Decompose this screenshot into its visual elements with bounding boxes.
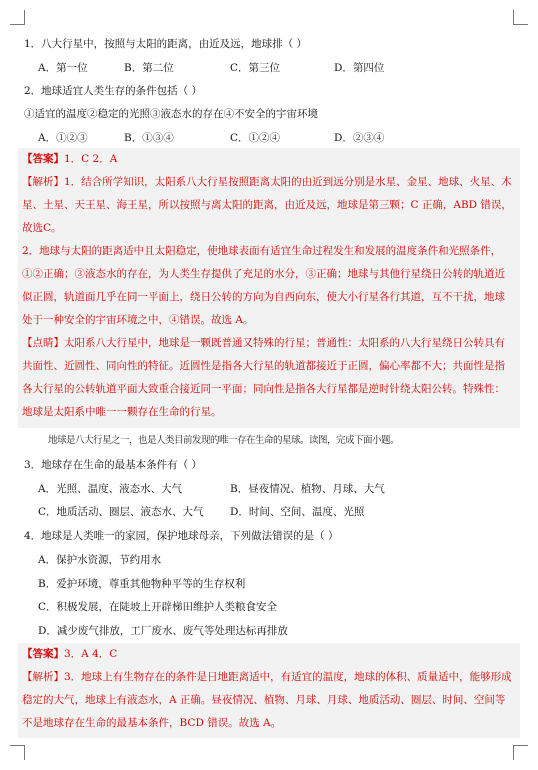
explain-line: 故选C。 [22,222,62,234]
q2-option-b[interactable]: B．①③④ [124,132,174,144]
question-3-stem: 3．地球存在生命的最基本条件有（ ） [24,459,203,471]
crop-mark-top-left [10,10,25,25]
answer-2-line [22,643,516,666]
q4-option-a[interactable]: A．保护水资源，节约用水 [38,554,162,566]
explain-line: 地球是太阳系中唯一一颗存在生命的行星。 [22,406,222,418]
answer-block-1 [18,148,520,428]
q4-option-d[interactable]: D．减少废气排放，工厂废水、废气等处理达标再排放 [38,625,288,637]
q1-option-a[interactable]: A．第一位 [38,62,88,74]
passage-intro: 地球是八大行星之一，也是人类目前发现的唯一存在生命的星球。读图，完成下面小题。 [48,435,400,446]
question-2-stem: 2．地球适宜人类生存的条件包括（ ） [24,85,203,97]
answer-tag: 【答案】 [22,153,64,165]
q2-option-a[interactable]: A．①②③ [38,132,88,144]
crop-mark-bottom-right [513,745,528,760]
explain-line: 2．地球与太阳的距离适中且太阳稳定，使地球表面有适宜生命过程发生和发展的温度条件和光照条件， [22,245,502,257]
question-1-stem: 1．八大行星中，按照与太阳的距离，由近及远，地球排（ ） [24,38,308,50]
explain-line: 【点睛】太阳系八大行星中，地球是一颗既普通又特殊的行星；普通性：太阳系的八大行星绕日公转具有 [22,337,505,349]
explain-line: 稳定的大气，地球上有液态水，A 正确。昼夜情况、植物、月球、月球、地质活动、圈层、时间、空间等 [22,694,506,706]
answer-text: 3．A 4．C [64,648,118,660]
question-4-stem: 4．地球是人类唯一的家园，保护地球母亲，下列做法错误的是（ ） [24,530,339,542]
q1-option-b[interactable]: B．第二位 [124,62,174,74]
answer-tag: 【答案】 [22,648,64,660]
q4-option-c[interactable]: C．积极发展，在陡坡上开辟梯田维护人类粮食安全 [38,601,278,613]
q2-option-c[interactable]: C．①②④ [230,132,281,144]
explain-line: 星、土星、天王星、海王星，所以按照与离太阳的距离，由近及远，地球是第三颗；C 正确，ABD 错误， [22,199,512,211]
explain-line: 【解析】3．地球上有生物存在的条件是日地距离适中，有适宜的温度，地球的体积、质量适中，能够形成 [22,671,512,683]
q1-option-d[interactable]: D．第四位 [334,62,385,74]
q2-option-d[interactable]: D．②③④ [334,132,385,144]
answer-1-line [22,148,516,171]
explain-line: 共面性、近圆性、同向性的特征。近圆性是指各大行星的轨道都接近于正圆，偏心率都不大；共面性是指 [22,360,505,372]
explain-line: 【解析】1．结合所学知识，太阳系八大行星按照距离太阳的由近到远分别是水星、金星、地球、火星、木 [22,176,512,188]
q4-option-b[interactable]: B．爱护环境，尊重其他物种平等的生存权利 [38,578,246,590]
answer-text: 1．C 2．A [64,153,118,165]
q3-option-c[interactable]: C．地质活动、圈层、液态水、大气 [38,506,204,518]
q3-option-d[interactable]: D．时间、空间、温度、光照 [230,506,365,518]
q1-option-c[interactable]: C．第三位 [230,62,281,74]
explain-line: 各大行星的公转轨道平面大致重合接近同一平面；同向性是指各大行星都是逆时针绕太阳公转。特殊性： [22,383,505,395]
q3-option-a[interactable]: A．光照、温度、液态水、大气 [38,483,183,495]
crop-mark-bottom-left [10,745,25,760]
question-2-conditions: ①适宜的温度②稳定的光照③液态水的存在④不安全的宇宙环境 [24,108,318,120]
explain-line: 不是地球存在生命的最基本条件，BCD 错误。故选 A。 [22,717,282,729]
explain-line: 处于一种安全的宇宙环境之中，④错误。故选 A。 [22,314,254,326]
answer-block-2 [18,643,520,738]
crop-mark-top-right [513,10,528,25]
q3-option-b[interactable]: B．昼夜情况、植物、月球、大气 [230,483,385,495]
explain-line: 似正圆，轨道面几乎在同一平面上，绕日公转的方向为自西向东，使大小行星各行其道，互不干扰，地球 [22,291,505,303]
explain-line: ①②正确；③液态水的存在，为人类生存提供了充足的水分，③正确；地球与其他行星绕日公转的轨道近 [22,268,505,280]
